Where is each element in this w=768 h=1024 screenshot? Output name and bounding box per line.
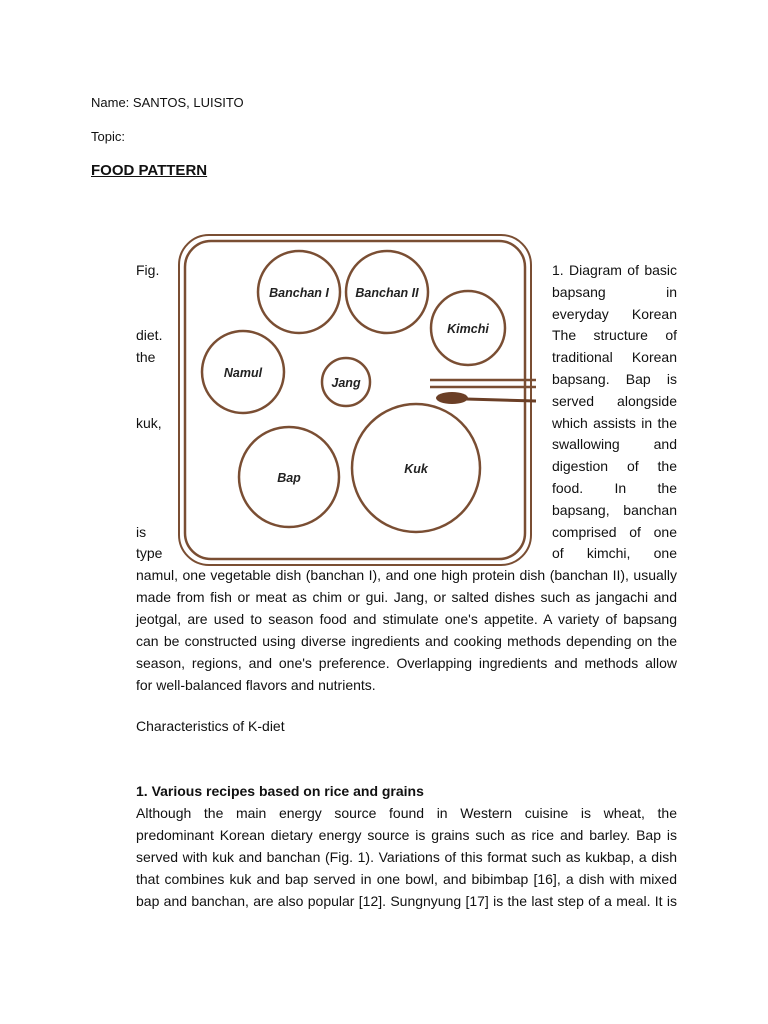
left-word: type — [136, 545, 163, 562]
dish-kimchi — [431, 291, 505, 365]
chopsticks — [430, 380, 536, 387]
caption-line: comprised of one — [552, 523, 677, 540]
caption-line: 1. Diagram of basic — [552, 262, 677, 278]
paragraph-line: predominant Korean dietary energy source is grains such as rice and barley. Bap is — [136, 827, 677, 843]
left-word — [136, 282, 176, 304]
left-word: is — [136, 523, 147, 540]
left-word: the — [136, 349, 156, 366]
left-word — [136, 456, 176, 478]
caption-line: traditional Korean — [552, 349, 677, 366]
figure-left-column — [136, 260, 176, 565]
paragraph-line: served with kuk and banchan (Fig. 1). Variations of this format such as kukbap, a dish — [136, 849, 677, 865]
caption-line: served alongside — [552, 392, 677, 409]
figure-right-column — [552, 260, 677, 565]
subheading: 1. Various recipes based on rice and grains — [136, 783, 424, 799]
dish-banchan2 — [346, 251, 428, 333]
paragraph-line: can be constructed using diverse ingredients and cooking methods depending on the — [136, 633, 677, 649]
caption-line: bapsang, banchan — [552, 501, 677, 518]
left-word — [136, 369, 176, 391]
kimchi-label: Kimchi — [447, 322, 489, 336]
caption-line: bapsang. Bap is — [552, 370, 677, 387]
left-word: kuk, — [136, 414, 162, 431]
banchan1-label: Banchan I — [269, 286, 329, 300]
bapsang-diagram — [176, 232, 536, 570]
page-title: FOOD PATTERN — [91, 162, 208, 179]
left-word: Fig. — [136, 262, 160, 278]
bap-label: Bap — [277, 471, 301, 485]
left-word: diet. — [136, 327, 163, 344]
caption-line: swallowing and — [552, 436, 677, 453]
caption-line: of kimchi, one — [552, 545, 677, 562]
dish-jang — [322, 358, 370, 406]
dish-banchan1 — [258, 251, 340, 333]
paragraph-line: for well-balanced flavors and nutrients. — [136, 677, 376, 693]
left-word — [136, 304, 176, 326]
namul-label: Namul — [223, 366, 263, 380]
dish-bap — [239, 427, 339, 527]
dish-kuk — [352, 404, 480, 532]
left-word — [136, 391, 176, 413]
left-word — [136, 478, 176, 500]
caption-line: digestion of the — [552, 458, 677, 475]
left-word — [136, 500, 176, 522]
section-heading: Characteristics of K-diet — [136, 718, 285, 734]
kuk-label: Kuk — [404, 462, 428, 476]
student-name: Name: SANTOS, LUISITO — [91, 95, 244, 110]
caption-line: which assists in the — [552, 414, 677, 431]
paragraph-line: jeotgal, are used to season food and stimulate one's appetite. A variety of bapsang — [136, 611, 677, 627]
dish-namul — [202, 331, 284, 413]
paragraph-line: season, regions, and one's preference. Overlapping ingredients and methods allow — [136, 655, 677, 671]
caption-line: The structure of — [552, 327, 677, 344]
paragraph-line: Although the main energy source found in Western cuisine is wheat, the — [136, 805, 677, 821]
banchan2-label: Banchan II — [355, 286, 419, 300]
spoon — [436, 392, 536, 404]
paragraph-2 — [136, 802, 677, 912]
caption-line: everyday Korean — [552, 305, 677, 322]
paragraph-line: bap and banchan, are also popular [12]. Sungnyung [17] is the last step of a meal. It is — [136, 893, 677, 909]
caption-line: food. In the — [552, 479, 677, 496]
paragraph-line: made from fish or meat as chim or gui. Jang, or salted dishes such as jangachi and — [136, 589, 677, 605]
caption-line: bapsang in — [552, 283, 677, 300]
jang-label: Jang — [331, 376, 361, 390]
paragraph-line: namul, one vegetable dish (banchan I), and one high protein dish (banchan II), usually — [136, 567, 677, 583]
topic-label: Topic: — [91, 129, 125, 144]
paragraph-line: that combines kuk and bap served in one bowl, and bibimbap [16], a dish with mixed — [136, 871, 677, 887]
left-word — [136, 434, 176, 456]
paragraph-1 — [136, 564, 677, 696]
